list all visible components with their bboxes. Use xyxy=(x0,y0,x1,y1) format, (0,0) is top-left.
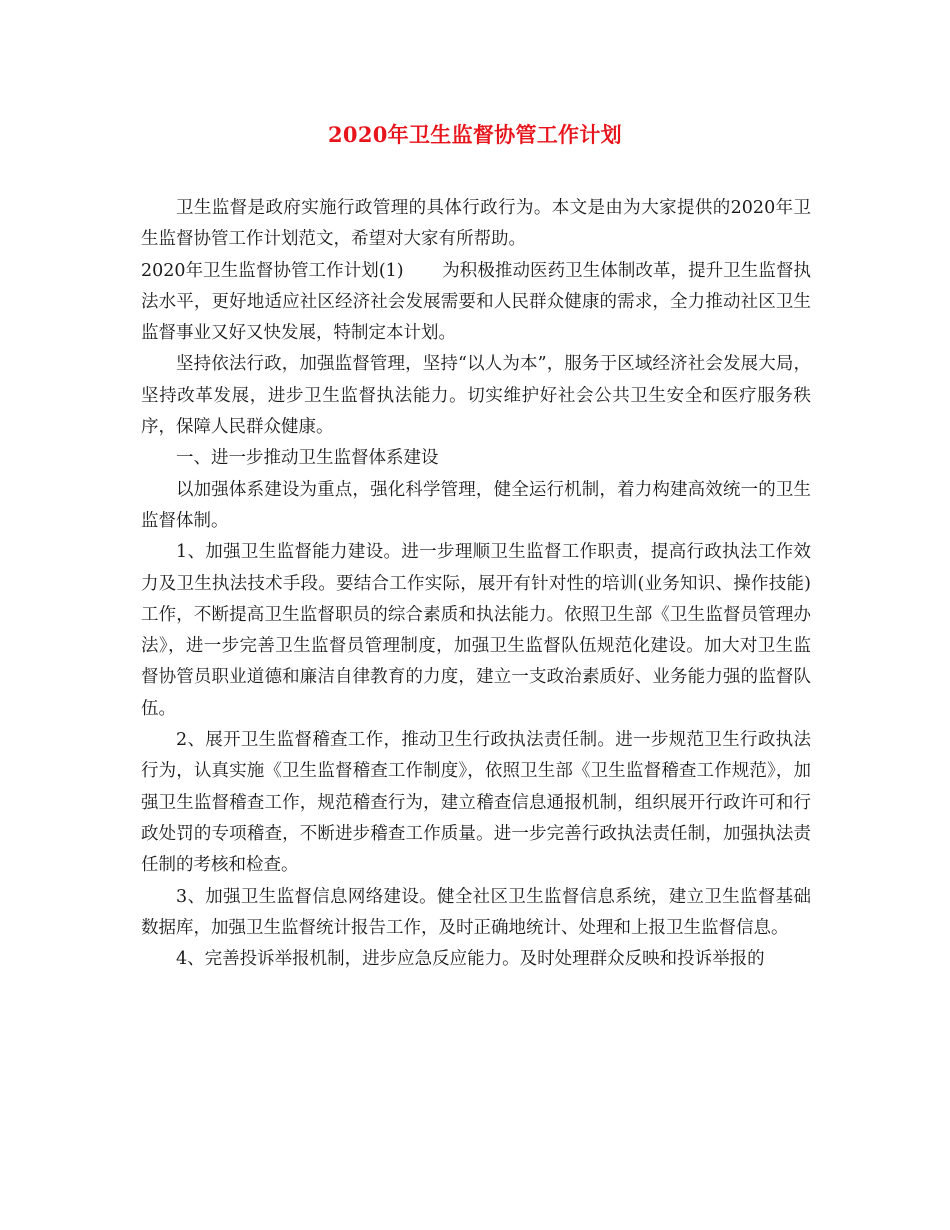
plan-heading-text: 为积极推动医药卫生体制改革，提升卫生监督执法水平，更好地适应社区经济社会发展需要和人民群众健康的需求，全力推动社区卫生监督事业又好又快发展，特制定本计划。 xyxy=(141,260,812,344)
body-paragraph: 坚持依法行政，加强监督管理，坚持“以人为本”，服务于区域经济社会发展大局，坚持改革发展，进步卫生监督执法能力。切实维护好社会公共卫生安全和医疗服务秩序，保障人民群众健康。 xyxy=(141,354,811,438)
section-heading: 一、进一步推动卫生监督体系建设 xyxy=(176,448,439,469)
body-paragraph: 以加强体系建设为重点，强化科学管理，健全运行机制，着力构建高效统一的卫生监督体制。 xyxy=(141,479,811,531)
list-item-paragraph: 4、完善投诉举报机制，进步应急反应能力。及时处理群众反映和投诉举报的 xyxy=(176,949,765,970)
list-item-paragraph: 2、展开卫生监督稽查工作，推动卫生行政执法责任制。进一步规范卫生行政执法行为，认真实施《卫生监督稽查工作制度》，依照卫生部《卫生监督稽查工作规范》，加强卫生监督稽查工作，规范稽查行为，建立稽查信息通报机制，组织展开行政许可和行政处罚的专项稽查，不断进步稽查工作质量。进一步完善行政执法责任制，加强执法责任制的考核和检查。 xyxy=(141,730,811,876)
plan-heading: 2020年卫生监督协管工作计划(1) xyxy=(141,260,404,281)
plan-heading-paragraph xyxy=(141,256,811,350)
list-item-paragraph: 1、加强卫生监督能力建设。进一步理顺卫生监督工作职责，提高行政执法工作效力及卫生执法技术手段。要结合工作实际，展开有针对性的培训(业务知识、操作技能)工作，不断提高卫生监督职员的综合素质和执法能力。依照卫生部《卫生监督员管理办法》，进一步完善卫生监督员管理制度，加强卫生监督队伍规范化建设。加大对卫生监督协管员职业道德和廉洁自律教育的力度，建立一支政治素质好、业务能力强的监督队伍。 xyxy=(141,542,811,719)
intro-paragraph: 卫生监督是政府实施行政管理的具体行政行为。本文是由为大家提供的2020年卫生监督协管工作计划范文，希望对大家有所帮助。 xyxy=(141,198,811,250)
document-title: 2020年卫生监督协管工作计划 xyxy=(328,122,622,147)
document-body xyxy=(141,193,811,975)
list-item-paragraph: 3、加强卫生监督信息网络建设。健全社区卫生监督信息系统，建立卫生监督基础数据库，加强卫生监督统计报告工作，及时正确地统计、处理和上报卫生监督信息。 xyxy=(141,886,811,938)
